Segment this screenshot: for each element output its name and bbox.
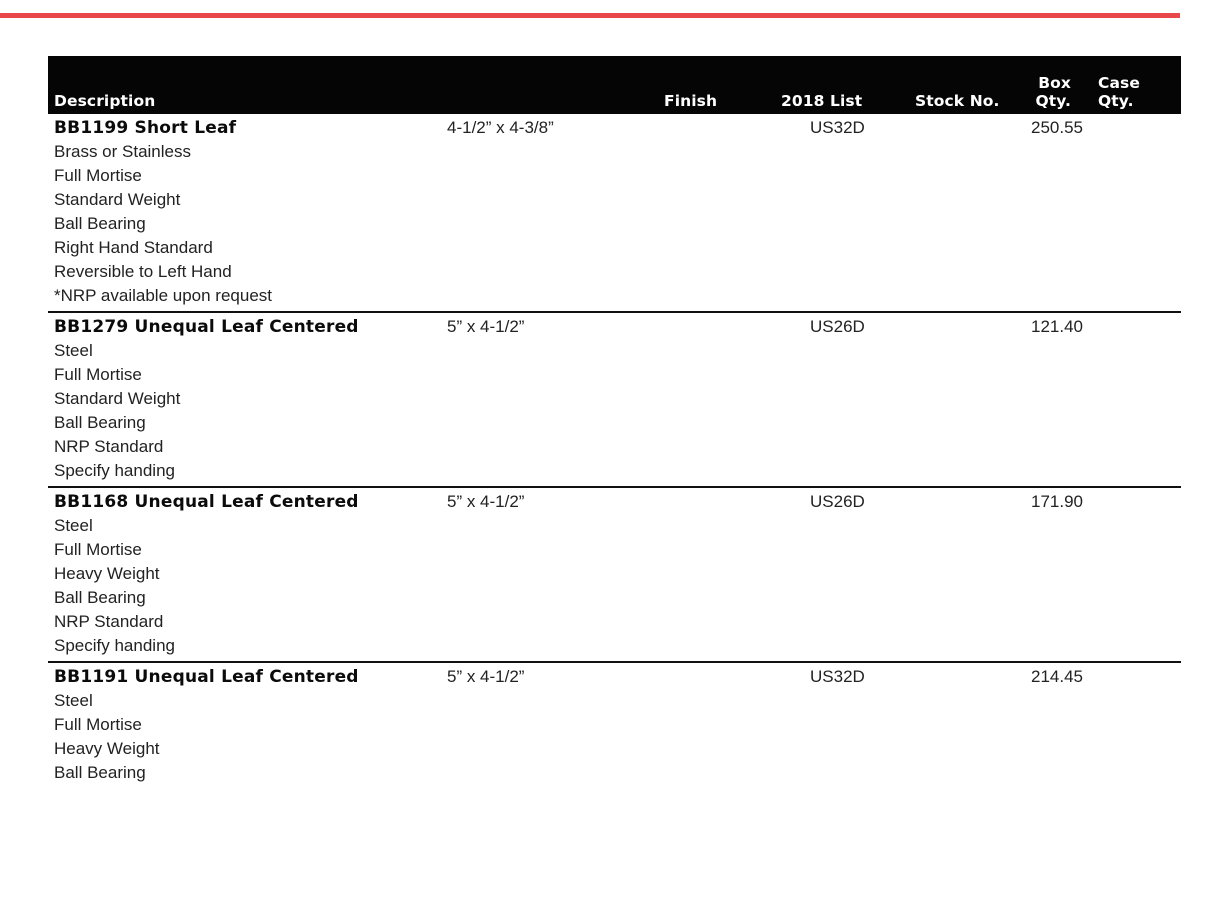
product-spec-line: Specify handing [54,636,175,655]
product-spec-line: Standard Weight [54,190,181,209]
product-finish: US26D [810,317,865,336]
product-spec-line: Reversible to Left Hand [54,262,232,281]
product-price: 171.90 [1031,492,1083,511]
product-spec-line: Right Hand Standard [54,238,213,257]
product-spec-line: Steel [54,341,93,360]
product-size: 4-1/2” x 4-3/8” [447,118,554,137]
product-price: 250.55 [1031,118,1083,137]
header-case-qty [1098,74,1143,110]
header-stock-no: Stock No. [915,92,1000,110]
product-spec-line: NRP Standard [54,612,164,631]
row-description [54,663,1187,788]
product-size: 5” x 4-1/2” [447,492,525,511]
header-finish: Finish [664,92,718,110]
table-body [48,114,1181,788]
product-price: 121.40 [1031,317,1083,336]
product-spec-line: Specify handing [54,461,175,480]
table-row [48,313,1181,488]
table-row [48,663,1181,788]
product-spec-line: NRP Standard [54,437,164,456]
product-title: BB1168 Unequal Leaf Centered [54,492,359,512]
product-size: 5” x 4-1/2” [447,667,525,686]
product-title: BB1199 Short Leaf [54,118,237,138]
product-finish: US32D [810,118,865,137]
product-spec-line: Steel [54,516,93,535]
product-spec-line: Full Mortise [54,365,142,384]
top-accent-rule [0,13,1180,18]
product-finish: US32D [810,667,865,686]
product-title: BB1279 Unequal Leaf Centered [54,317,359,337]
price-table [48,56,1181,788]
table-row [48,488,1181,663]
product-spec-line: Full Mortise [54,715,142,734]
row-description [54,488,1187,661]
product-spec-line: Ball Bearing [54,763,146,782]
product-spec-line: Brass or Stainless [54,142,191,161]
header-description: Description [54,92,156,110]
row-description [54,114,1187,311]
header-case-qty-line2: Qty. [1098,92,1134,110]
product-spec-line: Standard Weight [54,389,181,408]
product-price: 214.45 [1031,667,1083,686]
product-size: 5” x 4-1/2” [447,317,525,336]
product-spec-line: Full Mortise [54,166,142,185]
product-title: BB1191 Unequal Leaf Centered [54,667,359,687]
product-spec-line: Heavy Weight [54,739,160,758]
product-spec-line: *NRP available upon request [54,286,272,305]
product-spec-line: Ball Bearing [54,413,146,432]
product-spec-line: Full Mortise [54,540,142,559]
product-spec-line: Heavy Weight [54,564,160,583]
product-spec-line: Ball Bearing [54,214,146,233]
header-case-qty-line1: Case [1098,74,1140,92]
header-box-qty [1031,74,1071,110]
product-finish: US26D [810,492,865,511]
header-box-qty-line1: Box [1038,74,1071,92]
table-header [48,56,1181,114]
header-box-qty-line2: Qty. [1035,92,1071,110]
table-row [48,114,1181,313]
header-2018-list: 2018 List [781,92,863,110]
product-spec-line: Steel [54,691,93,710]
product-spec-line: Ball Bearing [54,588,146,607]
row-description [54,313,1187,486]
